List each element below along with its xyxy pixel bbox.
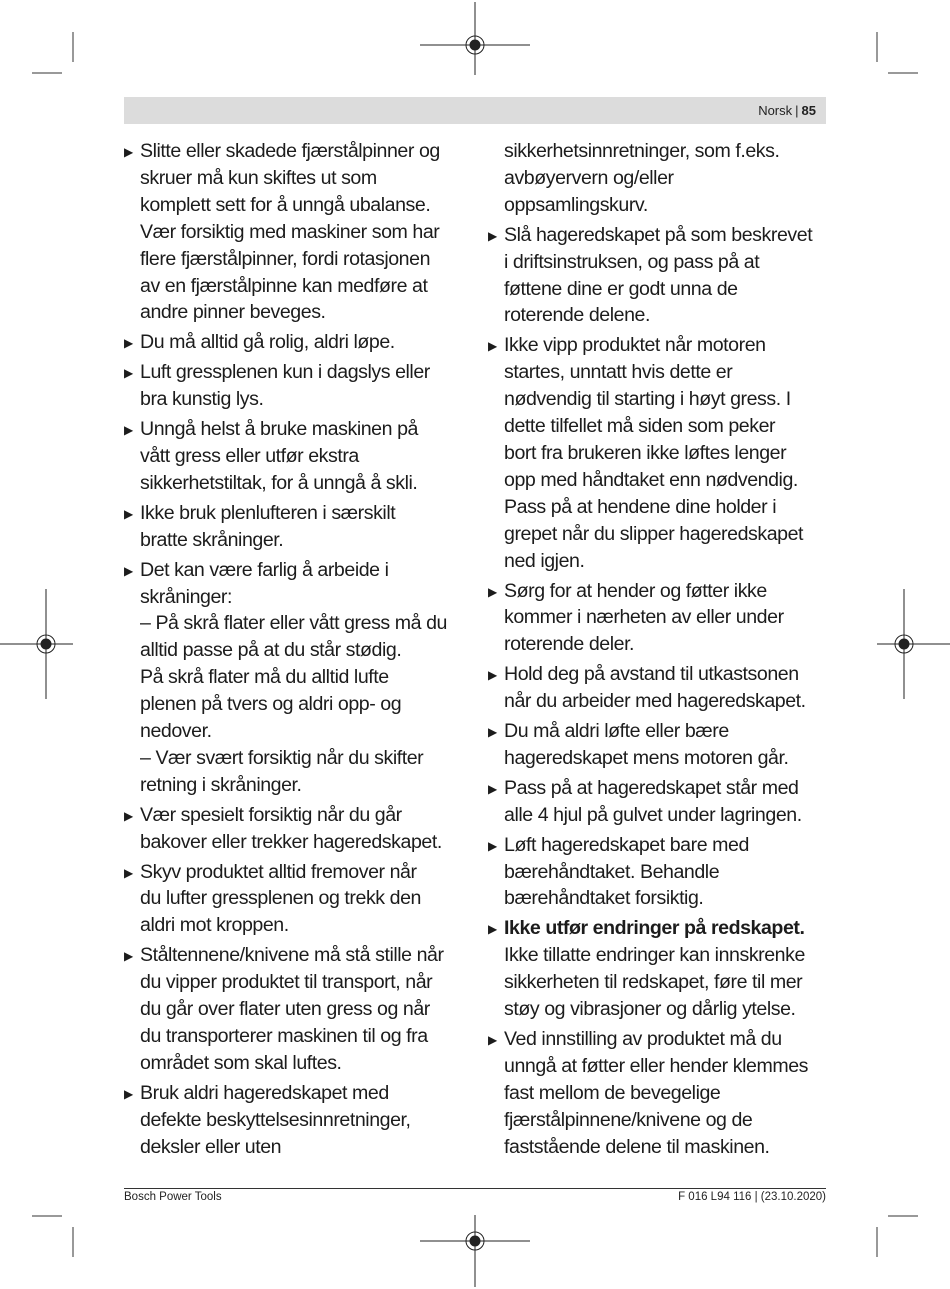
text-line: Løft hageredskapet bare med	[504, 833, 749, 856]
text-line: fast mellom de bevegelige	[504, 1081, 721, 1104]
text-line: sikkerhetsinnretninger, som f.eks.	[504, 140, 780, 162]
bullet-arrow-icon: ▶	[124, 336, 133, 351]
text-line: bærehåndtaket. Behandle	[504, 860, 720, 883]
text-line: du lufter gressplenen og trekk den	[140, 887, 421, 910]
list-item	[124, 329, 469, 356]
text-line: Ikke vipp produktet når motoren	[504, 334, 766, 357]
registration-target-bottom	[420, 1215, 530, 1287]
text-line: Vær spesielt forsiktig når du går	[140, 803, 402, 826]
text-line: roterende delene.	[504, 304, 650, 327]
footer-doc-id: F 016 L94 116 | (23.10.2020)	[678, 1191, 826, 1203]
list-item	[124, 138, 469, 326]
bullet-arrow-icon: ▶	[124, 563, 133, 578]
text-line: defekte beskyttelsesinnretninger,	[140, 1108, 411, 1131]
text-line: Vær forsiktig med maskiner som har	[140, 220, 440, 243]
text-line: Ved innstilling av produktet må du	[504, 1028, 782, 1050]
text-line: unngå at føtter eller hender klemmes	[504, 1054, 808, 1077]
text-line: Slitte eller skadede fjærstålpinner og	[140, 140, 440, 162]
text-line: bratte skråninger.	[140, 528, 284, 551]
text-line: hageredskapet mens motoren går.	[504, 746, 789, 769]
bullet-arrow-icon: ▶	[124, 949, 133, 964]
list-item	[488, 775, 833, 829]
list-item	[488, 138, 833, 219]
text-line: fjærstålpinnene/knivene og de	[504, 1108, 753, 1131]
text-line: sikkerhetstiltak, for å unngå å skli.	[140, 471, 418, 494]
text-line: ned igjen.	[504, 549, 585, 572]
bullet-arrow-icon: ▶	[488, 339, 497, 354]
text-line: Skyv produktet alltid fremover når	[140, 860, 417, 883]
text-line: dette tilfellet må siden som peker	[504, 415, 776, 438]
list-item	[124, 942, 469, 1077]
text-line: Unngå helst å bruke maskinen på	[140, 418, 418, 441]
text-line: – På skrå flater eller vått gress må du	[140, 612, 447, 635]
text-line: avbøyervern og/eller	[504, 166, 674, 189]
registration-target-right	[877, 589, 950, 699]
list-item	[124, 802, 469, 856]
list-item	[488, 915, 833, 1023]
bullet-arrow-icon: ▶	[488, 922, 497, 937]
text-line: aldri mot kroppen.	[140, 914, 289, 937]
bullet-arrow-icon: ▶	[488, 781, 497, 796]
text-line: Slå hageredskapet på som beskrevet	[504, 223, 813, 246]
text-line: bra kunstig lys.	[140, 388, 264, 411]
registration-target-top	[420, 2, 530, 75]
list-item	[488, 832, 833, 913]
text-line: plenen på tvers og aldri opp- og	[140, 693, 402, 716]
text-line: Du må alltid gå rolig, aldri løpe.	[140, 331, 395, 354]
text-line: Ikke bruk plenlufteren i særskilt	[140, 501, 396, 524]
bullet-arrow-icon: ▶	[124, 808, 133, 823]
list-item	[488, 661, 833, 715]
bullet-arrow-icon: ▶	[124, 145, 133, 159]
right-column	[488, 138, 833, 1164]
bullet-arrow-icon: ▶	[488, 1033, 497, 1047]
text-line: Luft gressplenen kun i dagslys eller	[140, 361, 430, 384]
bullet-arrow-icon: ▶	[124, 1086, 133, 1101]
text-line: området som skal luftes.	[140, 1051, 342, 1074]
text-line: alltid passe på at du står stødig.	[140, 639, 402, 662]
text-line: Det kan være farlig å arbeide i	[140, 558, 389, 581]
text-line: føttene dine er godt unna de	[504, 277, 738, 300]
text-line: På skrå flater må du alltid lufte	[140, 666, 389, 689]
text-line: alle 4 hjul på gulvet under lagringen.	[504, 803, 802, 826]
text-line: faststående delene til maskinen.	[504, 1135, 770, 1158]
text-line: Hold deg på avstand til utkastsonen	[504, 663, 799, 686]
bullet-arrow-icon: ▶	[488, 668, 497, 683]
text-line: opp med håndtaket enn nødvendig.	[504, 468, 798, 491]
text-line: bort fra brukeren ikke løftes lenger	[504, 441, 787, 464]
text-line: startes, unntatt hvis dette er	[504, 361, 733, 384]
bullet-arrow-icon: ▶	[488, 584, 497, 599]
text-line: Du må aldri løfte eller bære	[504, 720, 729, 743]
text-line: støy og vibrasjoner og dårlig ytelse.	[504, 998, 796, 1021]
text-line: i driftsinstruksen, og pass på at	[504, 250, 760, 273]
list-item	[488, 222, 833, 330]
footer-brand: Bosch Power Tools	[124, 1191, 222, 1203]
text-line: Ståltennene/knivene må stå stille når	[140, 944, 444, 967]
text-line: av en fjærstålpinne kan medføre at	[140, 274, 428, 297]
list-item	[124, 1080, 469, 1161]
text-line: vått gress eller utfør ekstra	[140, 444, 359, 467]
bullet-arrow-icon: ▶	[488, 838, 497, 853]
text-line: bærehåndtaket forsiktig.	[504, 887, 704, 910]
text-line: flere fjærstålpinner, fordi rotasjonen	[140, 247, 431, 270]
text-line: sikkerheten til redskapet, føre til mer	[504, 971, 803, 994]
bullet-arrow-icon: ▶	[488, 725, 497, 740]
text-line: du transporterer maskinen til og fra	[140, 1025, 428, 1047]
text-line: komplett sett for å unngå ubalanse.	[140, 193, 431, 216]
text-line: Pass på at hendene dine holder i	[504, 495, 777, 518]
header-language: Norsk	[758, 103, 793, 118]
bullet-arrow-icon: ▶	[124, 506, 133, 521]
registration-target-left	[0, 589, 73, 699]
text-line: oppsamlingskurv.	[504, 193, 648, 216]
bullet-arrow-icon: ▶	[488, 228, 497, 243]
text-line: nødvendig til starting i høyt gress. I	[504, 388, 791, 411]
text-line: grepet når du slipper hageredskapet	[504, 522, 804, 545]
text-line: andre pinner beveges.	[140, 301, 326, 324]
list-item	[488, 578, 833, 659]
text-line: skråninger:	[140, 585, 232, 608]
text-line: du går over flater uten gress og når	[140, 998, 430, 1021]
text-line: Pass på at hageredskapet står med	[504, 776, 799, 799]
text-line: skruer må kun skiftes ut som	[140, 166, 377, 189]
text-line: nedover.	[140, 720, 212, 743]
page-number: 85	[801, 103, 816, 118]
list-item	[124, 416, 469, 497]
list-item	[124, 859, 469, 940]
text-line: retning i skråninger.	[140, 773, 302, 796]
bullet-arrow-icon: ▶	[124, 366, 133, 381]
text-line: kommer i nærheten av eller under	[504, 606, 784, 629]
bullet-arrow-icon: ▶	[124, 865, 133, 880]
text-line: Bruk aldri hageredskapet med	[140, 1081, 389, 1104]
text-line: Ikke utfør endringer på redskapet.	[504, 917, 805, 940]
list-item	[124, 359, 469, 413]
list-item	[488, 1026, 833, 1161]
text-line: Sørg for at hender og føtter ikke	[504, 579, 767, 602]
bullet-arrow-icon: ▶	[124, 423, 133, 438]
text-line: Ikke tillatte endringer kan innskrenke	[504, 944, 805, 967]
header-separator: |	[795, 103, 799, 118]
left-column	[124, 138, 469, 1164]
footer-rule	[124, 1188, 826, 1189]
text-line: når du arbeider med hageredskapet.	[504, 690, 806, 713]
page-header-bar	[124, 97, 826, 124]
text-line: roterende deler.	[504, 633, 635, 656]
list-item	[124, 500, 469, 554]
text-line: du vipper produktet til transport, når	[140, 971, 433, 994]
list-item	[488, 332, 833, 574]
page-header	[758, 103, 816, 118]
text-line: bakover eller trekker hageredskapet.	[140, 830, 442, 853]
text-line: deksler eller uten	[140, 1135, 282, 1158]
list-item	[124, 557, 469, 799]
list-item	[488, 718, 833, 772]
text-line: – Vær svært forsiktig når du skifter	[140, 746, 424, 769]
